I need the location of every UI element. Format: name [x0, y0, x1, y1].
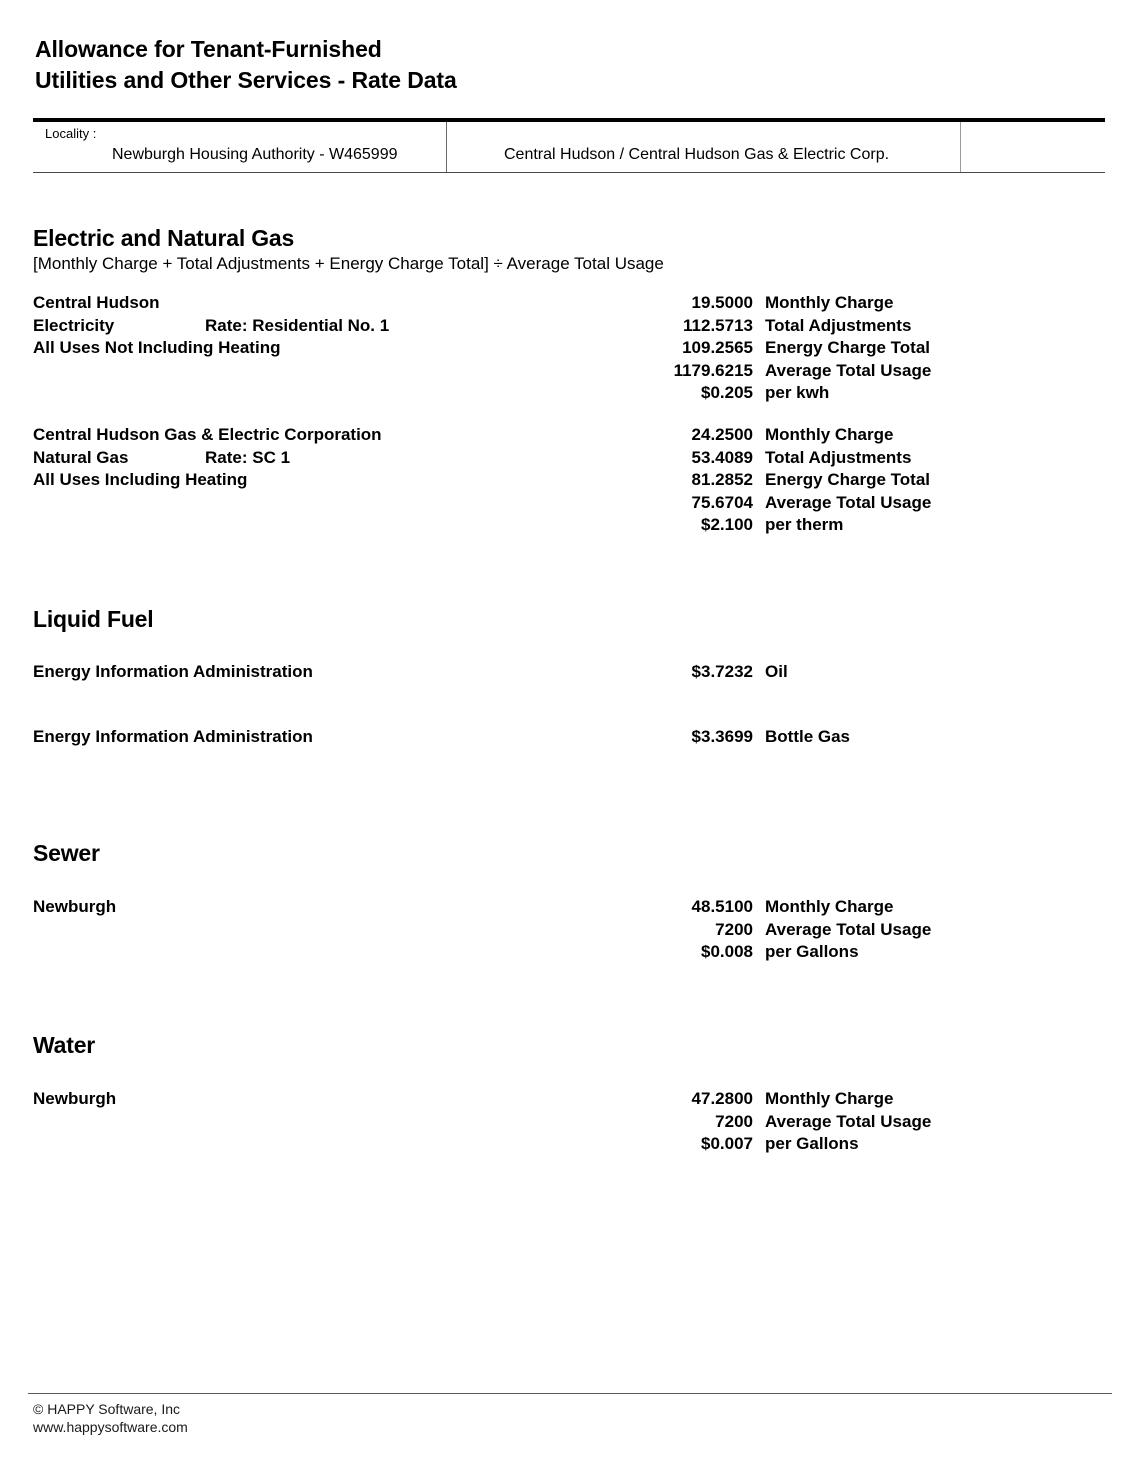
value-label: per therm: [765, 515, 844, 535]
footer: [33, 1400, 188, 1436]
locality-cell: [33, 122, 447, 172]
value-label: Oil: [765, 662, 788, 681]
value-amount: 1179.6215: [673, 360, 753, 380]
entry-sewer-provider: Newburgh: [33, 897, 117, 916]
page-title: [35, 34, 457, 96]
value-row: [560, 447, 1030, 470]
value-label: per Gallons: [765, 1134, 859, 1154]
entry-water-provider: Newburgh: [33, 1089, 117, 1108]
value-label: Average Total Usage: [765, 1111, 932, 1131]
section-heading-sewer: Sewer: [33, 840, 100, 866]
value-label: Energy Charge Total: [765, 470, 930, 490]
value-label: Monthly Charge: [765, 293, 894, 312]
value-row: [560, 919, 1030, 942]
entry-natural-gas-provider: Central Hudson Gas & Electric Corporation: [33, 425, 382, 444]
entry-natural-gas-rate: Rate: SC 1: [205, 447, 291, 467]
value-row: [560, 469, 1030, 492]
value-row: [560, 514, 1030, 537]
page-title-line-1: Allowance for Tenant-Furnished: [35, 36, 382, 62]
value-amount: $0.008: [701, 942, 753, 962]
value-amount: 53.4089: [691, 447, 753, 467]
value-row: [560, 424, 1030, 447]
value-row: [560, 661, 1030, 684]
value-row: [560, 492, 1030, 515]
entry-electricity-values: [560, 292, 1030, 405]
entry-sewer-values: [560, 896, 1030, 964]
value-label: per kwh: [765, 383, 830, 403]
value-row: [560, 315, 1030, 338]
value-row: [560, 941, 1030, 964]
entry-natural-gas-usage-note: All Uses Including Heating: [33, 470, 248, 490]
entry-oil-provider: Energy Information Administration: [33, 662, 313, 681]
provider-cell: [446, 122, 961, 172]
value-row: [560, 292, 1030, 315]
provider-value: Central Hudson / Central Hudson Gas & Electric Corp.: [504, 146, 890, 163]
value-amount: $2.100: [701, 515, 753, 535]
value-label: Monthly Charge: [765, 425, 894, 444]
value-label: Bottle Gas: [765, 727, 851, 746]
entry-electricity-provider: Central Hudson: [33, 293, 160, 312]
value-row: [560, 896, 1030, 919]
value-label: Monthly Charge: [765, 897, 894, 916]
value-amount: $3.7232: [691, 662, 753, 681]
footer-divider: [28, 1393, 1112, 1394]
section-formula-electric-gas: [Monthly Charge + Total Adjustments + Energy Charge Total] ÷ Average Total Usage: [33, 254, 664, 273]
value-row: [560, 360, 1030, 383]
value-amount: $0.205: [701, 383, 753, 403]
value-amount: 112.5713: [683, 315, 753, 335]
value-amount: 48.5100: [691, 897, 753, 916]
value-label: Monthly Charge: [765, 1089, 894, 1108]
value-amount: 7200: [715, 1111, 753, 1131]
section-heading-liquid-fuel: Liquid Fuel: [33, 606, 154, 632]
entry-bottle-gas-values: [560, 726, 1030, 749]
entry-water-values: [560, 1088, 1030, 1156]
entry-electricity-service-row: [33, 315, 390, 338]
value-label: Average Total Usage: [765, 360, 932, 380]
value-row: [560, 1111, 1030, 1134]
locality-label: Locality :: [45, 126, 97, 141]
entry-natural-gas-service: Natural Gas: [33, 447, 129, 467]
value-label: Total Adjustments: [765, 447, 912, 467]
value-amount: 7200: [715, 919, 753, 939]
value-amount: 19.5000: [691, 293, 753, 312]
value-row: [560, 337, 1030, 360]
entry-natural-gas-values: [560, 424, 1030, 537]
footer-website: www.happysoftware.com: [33, 1419, 188, 1435]
locality-value: Newburgh Housing Authority - W465999: [112, 146, 398, 163]
entry-bottle-gas-provider: Energy Information Administration: [33, 727, 313, 746]
value-amount: 24.2500: [691, 425, 753, 444]
value-amount: $0.007: [701, 1134, 753, 1154]
value-row: [560, 382, 1030, 405]
value-label: Energy Charge Total: [765, 338, 930, 358]
entry-electricity-usage-note: All Uses Not Including Heating: [33, 338, 281, 358]
value-amount: $3.3699: [691, 727, 753, 746]
value-row: [560, 1088, 1030, 1111]
blank-cell: [960, 122, 1105, 172]
section-heading-electric-gas: Electric and Natural Gas: [33, 225, 295, 251]
value-label: Total Adjustments: [765, 315, 912, 335]
value-row: [560, 1133, 1030, 1156]
entry-natural-gas-service-row: [33, 447, 382, 470]
value-amount: 75.6704: [691, 492, 753, 512]
footer-copyright: © HAPPY Software, Inc: [33, 1401, 181, 1417]
value-label: Average Total Usage: [765, 492, 932, 512]
locality-header-table: [33, 118, 1105, 173]
entry-oil-values: [560, 661, 1030, 684]
section-heading-water: Water: [33, 1032, 96, 1058]
value-row: [560, 726, 1030, 749]
value-label: Average Total Usage: [765, 919, 932, 939]
entry-natural-gas-description: [33, 424, 382, 492]
entry-electricity-service: Electricity: [33, 315, 115, 335]
value-label: per Gallons: [765, 942, 859, 962]
entry-electricity-rate: Rate: Residential No. 1: [205, 315, 390, 335]
value-amount: 109.2565: [682, 338, 753, 358]
value-amount: 47.2800: [691, 1089, 753, 1108]
entry-electricity-description: [33, 292, 390, 360]
page-title-line-2: Utilities and Other Services - Rate Data: [35, 67, 457, 93]
value-amount: 81.2852: [691, 470, 753, 490]
